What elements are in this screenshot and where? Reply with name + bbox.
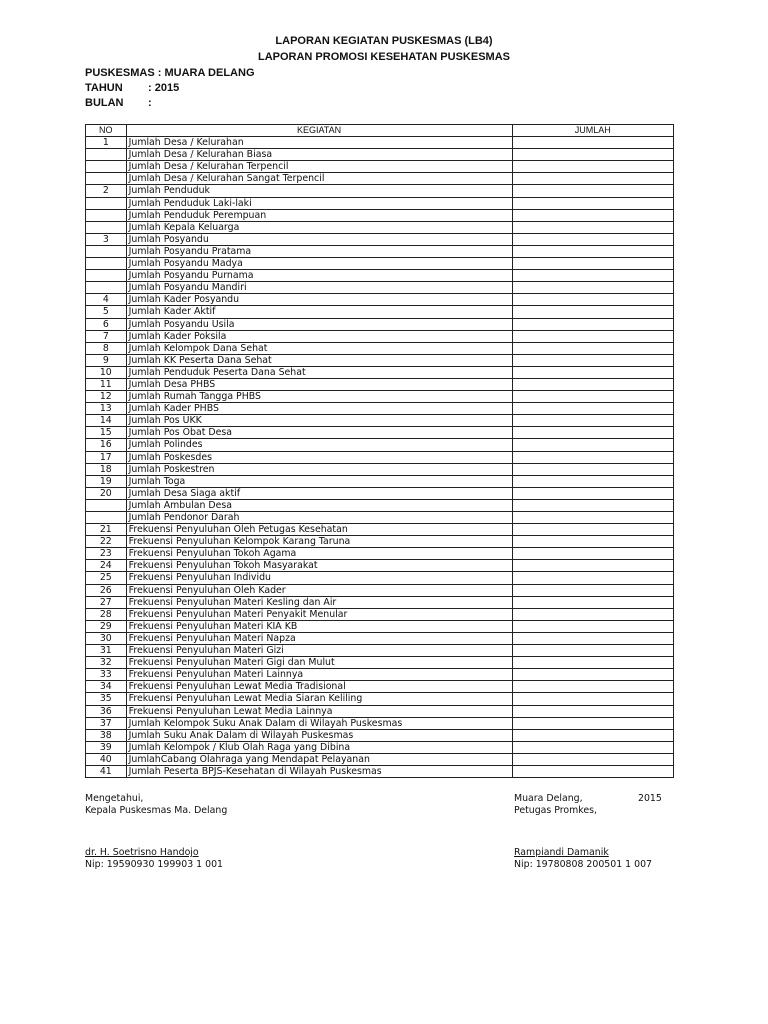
table-row <box>86 270 674 282</box>
row-jumlah <box>512 161 673 173</box>
sign-year: 2015 <box>638 793 662 804</box>
row-jumlah <box>512 499 673 511</box>
row-jumlah <box>512 560 673 572</box>
row-jumlah <box>512 137 673 149</box>
row-kegiatan: Frekuensi Penyuluhan Materi Lainnya <box>126 669 512 681</box>
officer-name: Rampiandi Damanik <box>514 847 609 858</box>
row-jumlah <box>512 645 673 657</box>
row-kegiatan: JumlahCabang Olahraga yang Mendapat Pelayanan <box>126 753 512 765</box>
row-kegiatan: Jumlah Kelompok Suku Anak Dalam di Wilayah Puskesmas <box>126 717 512 729</box>
table-row <box>86 560 674 572</box>
row-jumlah <box>512 717 673 729</box>
row-jumlah <box>512 330 673 342</box>
row-kegiatan: Jumlah Kader Poksila <box>126 330 512 342</box>
row-kegiatan: Jumlah Ambulan Desa <box>126 499 512 511</box>
puskesmas-label: PUSKESMAS <box>85 67 155 79</box>
row-kegiatan: Jumlah Penduduk Perempuan <box>126 209 512 221</box>
row-no: 14 <box>86 415 127 427</box>
tahun-value: : 2015 <box>148 82 180 94</box>
report-title: LAPORAN KEGIATAN PUSKESMAS (LB4) <box>275 35 493 47</box>
table-row <box>86 632 674 644</box>
table-row <box>86 645 674 657</box>
row-kegiatan: Jumlah Posyandu Usila <box>126 318 512 330</box>
row-jumlah <box>512 572 673 584</box>
row-no: 27 <box>86 596 127 608</box>
row-no: 21 <box>86 524 127 536</box>
row-jumlah <box>512 632 673 644</box>
table-row <box>86 318 674 330</box>
row-no: 37 <box>86 717 127 729</box>
row-kegiatan: Jumlah Peserta BPJS-Kesehatan di Wilayah Puskesmas <box>126 765 512 777</box>
row-jumlah <box>512 475 673 487</box>
row-no <box>86 197 127 209</box>
row-no: 12 <box>86 391 127 403</box>
row-kegiatan: Jumlah Kader PHBS <box>126 403 512 415</box>
row-no: 30 <box>86 632 127 644</box>
row-jumlah <box>512 197 673 209</box>
row-no: 6 <box>86 318 127 330</box>
row-jumlah <box>512 524 673 536</box>
info-puskesmas <box>85 67 255 79</box>
info-bulan <box>85 97 152 109</box>
bulan-value: : <box>148 97 152 109</box>
row-kegiatan: Jumlah Kader Posyandu <box>126 294 512 306</box>
row-no: 4 <box>86 294 127 306</box>
row-no: 16 <box>86 439 127 451</box>
row-jumlah <box>512 765 673 777</box>
row-no: 34 <box>86 681 127 693</box>
row-kegiatan: Jumlah Penduduk <box>126 185 512 197</box>
bulan-label: BULAN <box>85 97 124 109</box>
row-no <box>86 221 127 233</box>
row-kegiatan: Frekuensi Penyuluhan Lewat Media Siaran Keliling <box>126 693 512 705</box>
row-no: 13 <box>86 403 127 415</box>
row-jumlah <box>512 463 673 475</box>
row-kegiatan: Frekuensi Penyuluhan Lewat Media Tradisional <box>126 681 512 693</box>
row-kegiatan: Frekuensi Penyuluhan Individu <box>126 572 512 584</box>
row-jumlah <box>512 536 673 548</box>
row-jumlah <box>512 378 673 390</box>
table-row <box>86 451 674 463</box>
table-row <box>86 415 674 427</box>
row-no <box>86 512 127 524</box>
table-row <box>86 209 674 221</box>
table-row <box>86 282 674 294</box>
row-jumlah <box>512 487 673 499</box>
row-kegiatan: Jumlah Posyandu Madya <box>126 258 512 270</box>
row-kegiatan: Frekuensi Penyuluhan Oleh Petugas Kesehatan <box>126 524 512 536</box>
row-no: 8 <box>86 342 127 354</box>
row-kegiatan: Frekuensi Penyuluhan Materi Napza <box>126 632 512 644</box>
puskesmas-value: : MUARA DELANG <box>157 67 255 79</box>
row-jumlah <box>512 306 673 318</box>
row-jumlah <box>512 258 673 270</box>
row-no <box>86 270 127 282</box>
row-no: 33 <box>86 669 127 681</box>
row-no: 31 <box>86 645 127 657</box>
row-no <box>86 245 127 257</box>
table-row <box>86 245 674 257</box>
table-row <box>86 391 674 403</box>
row-no: 20 <box>86 487 127 499</box>
row-no <box>86 258 127 270</box>
table-row <box>86 693 674 705</box>
row-kegiatan: Jumlah Posyandu Pratama <box>126 245 512 257</box>
signature-right <box>514 793 674 871</box>
row-jumlah <box>512 729 673 741</box>
row-kegiatan: Frekuensi Penyuluhan Kelompok Karang Taruna <box>126 536 512 548</box>
table-body <box>86 137 674 778</box>
table-row <box>86 137 674 149</box>
row-no <box>86 149 127 161</box>
row-kegiatan: Jumlah Kepala Keluarga <box>126 221 512 233</box>
row-no: 15 <box>86 427 127 439</box>
row-jumlah <box>512 681 673 693</box>
row-jumlah <box>512 209 673 221</box>
row-jumlah <box>512 282 673 294</box>
table-row <box>86 681 674 693</box>
table-row <box>86 717 674 729</box>
row-no: 22 <box>86 536 127 548</box>
table-row <box>86 378 674 390</box>
row-kegiatan: Frekuensi Penyuluhan Materi Kesling dan Air <box>126 596 512 608</box>
officer-title: Petugas Promkes, <box>514 805 597 816</box>
row-jumlah <box>512 669 673 681</box>
row-kegiatan: Frekuensi Penyuluhan Materi Gizi <box>126 645 512 657</box>
row-jumlah <box>512 427 673 439</box>
info-tahun <box>85 82 179 94</box>
table-row <box>86 669 674 681</box>
row-jumlah <box>512 185 673 197</box>
header-no: NO <box>86 125 127 137</box>
table-row <box>86 475 674 487</box>
row-kegiatan: Frekuensi Penyuluhan Oleh Kader <box>126 584 512 596</box>
table-row <box>86 620 674 632</box>
row-kegiatan: Jumlah Poskesdes <box>126 451 512 463</box>
row-kegiatan: Jumlah Kader Aktif <box>126 306 512 318</box>
row-kegiatan: Jumlah Desa / Kelurahan Terpencil <box>126 161 512 173</box>
row-jumlah <box>512 366 673 378</box>
row-kegiatan: Frekuensi Penyuluhan Lewat Media Lainnya <box>126 705 512 717</box>
table-row <box>86 524 674 536</box>
row-jumlah <box>512 705 673 717</box>
row-kegiatan: Frekuensi Penyuluhan Materi Gigi dan Mulut <box>126 657 512 669</box>
row-kegiatan: Jumlah Polindes <box>126 439 512 451</box>
table-row <box>86 233 674 245</box>
row-kegiatan: Jumlah Desa PHBS <box>126 378 512 390</box>
row-no: 25 <box>86 572 127 584</box>
activity-table <box>85 124 674 778</box>
row-no <box>86 282 127 294</box>
row-jumlah <box>512 245 673 257</box>
row-no: 18 <box>86 463 127 475</box>
table-row <box>86 705 674 717</box>
table-row <box>86 258 674 270</box>
head-name: dr. H. Soetrisno Handojo <box>85 847 199 858</box>
row-no: 23 <box>86 548 127 560</box>
table-row <box>86 439 674 451</box>
row-no: 28 <box>86 608 127 620</box>
table-row <box>86 149 674 161</box>
row-jumlah <box>512 620 673 632</box>
row-kegiatan: Jumlah Kelompok / Klub Olah Raga yang Dibina <box>126 741 512 753</box>
sign-place: Muara Delang, <box>514 793 583 804</box>
table-row <box>86 306 674 318</box>
row-jumlah <box>512 270 673 282</box>
row-kegiatan: Frekuensi Penyuluhan Materi KIA KB <box>126 620 512 632</box>
row-kegiatan: Jumlah Desa / Kelurahan Biasa <box>126 149 512 161</box>
row-no: 7 <box>86 330 127 342</box>
row-no: 17 <box>86 451 127 463</box>
row-no: 11 <box>86 378 127 390</box>
table-row <box>86 729 674 741</box>
table-row <box>86 765 674 777</box>
row-jumlah <box>512 403 673 415</box>
table-row <box>86 161 674 173</box>
row-no: 5 <box>86 306 127 318</box>
table-row <box>86 354 674 366</box>
head-nip: Nip: 19590930 199903 1 001 <box>85 859 224 870</box>
row-kegiatan: Jumlah Desa / Kelurahan <box>126 137 512 149</box>
table-row <box>86 584 674 596</box>
row-jumlah <box>512 342 673 354</box>
row-jumlah <box>512 693 673 705</box>
row-kegiatan: Jumlah Pendonor Darah <box>126 512 512 524</box>
table-header-row <box>86 125 674 137</box>
row-no <box>86 161 127 173</box>
table-row <box>86 463 674 475</box>
row-kegiatan: Jumlah Rumah Tangga PHBS <box>126 391 512 403</box>
row-jumlah <box>512 233 673 245</box>
row-jumlah <box>512 608 673 620</box>
row-kegiatan: Jumlah Penduduk Peserta Dana Sehat <box>126 366 512 378</box>
table-row <box>86 197 674 209</box>
signature-left <box>85 793 227 871</box>
row-no: 35 <box>86 693 127 705</box>
row-no: 1 <box>86 137 127 149</box>
row-kegiatan: Jumlah Pos UKK <box>126 415 512 427</box>
row-kegiatan: Jumlah Desa Siaga aktif <box>126 487 512 499</box>
table-row <box>86 221 674 233</box>
table-row <box>86 548 674 560</box>
row-jumlah <box>512 548 673 560</box>
table-row <box>86 608 674 620</box>
row-kegiatan: Jumlah Posyandu Mandiri <box>126 282 512 294</box>
table-row <box>86 173 674 185</box>
row-no: 10 <box>86 366 127 378</box>
row-no: 9 <box>86 354 127 366</box>
table-row <box>86 753 674 765</box>
table-row <box>86 366 674 378</box>
header-kegiatan: KEGIATAN <box>126 125 512 137</box>
row-no: 26 <box>86 584 127 596</box>
row-jumlah <box>512 149 673 161</box>
table-row <box>86 741 674 753</box>
row-kegiatan: Frekuensi Penyuluhan Tokoh Agama <box>126 548 512 560</box>
row-kegiatan: Jumlah Posyandu Purnama <box>126 270 512 282</box>
row-kegiatan: Jumlah Suku Anak Dalam di Wilayah Puskesmas <box>126 729 512 741</box>
row-no: 24 <box>86 560 127 572</box>
row-jumlah <box>512 741 673 753</box>
row-no: 40 <box>86 753 127 765</box>
row-no: 3 <box>86 233 127 245</box>
head-title: Kepala Puskesmas Ma. Delang <box>85 805 228 816</box>
report-subtitle: LAPORAN PROMOSI KESEHATAN PUSKESMAS <box>257 51 510 63</box>
row-no <box>86 173 127 185</box>
row-kegiatan: Jumlah Kelompok Dana Sehat <box>126 342 512 354</box>
tahun-label: TAHUN <box>85 82 123 94</box>
row-jumlah <box>512 451 673 463</box>
table-row <box>86 330 674 342</box>
header-jumlah: JUMLAH <box>512 125 673 137</box>
table-row <box>86 342 674 354</box>
row-kegiatan: Jumlah Toga <box>126 475 512 487</box>
table-row <box>86 294 674 306</box>
row-no: 39 <box>86 741 127 753</box>
row-jumlah <box>512 584 673 596</box>
row-jumlah <box>512 221 673 233</box>
row-kegiatan: Jumlah Posyandu <box>126 233 512 245</box>
row-jumlah <box>512 391 673 403</box>
table-row <box>86 427 674 439</box>
row-kegiatan: Jumlah Penduduk Laki-laki <box>126 197 512 209</box>
row-jumlah <box>512 596 673 608</box>
row-jumlah <box>512 512 673 524</box>
row-no: 36 <box>86 705 127 717</box>
table-row <box>86 185 674 197</box>
row-kegiatan: Jumlah Pos Obat Desa <box>126 427 512 439</box>
acknowledged-label: Mengetahui, <box>85 793 144 804</box>
table-row <box>86 572 674 584</box>
row-jumlah <box>512 753 673 765</box>
table-row <box>86 487 674 499</box>
row-no <box>86 499 127 511</box>
table-row <box>86 536 674 548</box>
table-row <box>86 499 674 511</box>
row-jumlah <box>512 439 673 451</box>
row-no: 2 <box>86 185 127 197</box>
table-row <box>86 596 674 608</box>
row-jumlah <box>512 415 673 427</box>
row-kegiatan: Frekuensi Penyuluhan Materi Penyakit Menular <box>126 608 512 620</box>
row-no: 19 <box>86 475 127 487</box>
row-jumlah <box>512 294 673 306</box>
row-kegiatan: Jumlah KK Peserta Dana Sehat <box>126 354 512 366</box>
row-kegiatan: Frekuensi Penyuluhan Tokoh Masyarakat <box>126 560 512 572</box>
row-no: 29 <box>86 620 127 632</box>
row-jumlah <box>512 657 673 669</box>
row-kegiatan: Jumlah Poskestren <box>126 463 512 475</box>
officer-nip: Nip: 19780808 200501 1 007 <box>514 859 653 870</box>
row-jumlah <box>512 173 673 185</box>
row-no: 32 <box>86 657 127 669</box>
row-no <box>86 209 127 221</box>
row-jumlah <box>512 354 673 366</box>
table-row <box>86 512 674 524</box>
row-no: 38 <box>86 729 127 741</box>
row-jumlah <box>512 318 673 330</box>
table-row <box>86 657 674 669</box>
row-no: 41 <box>86 765 127 777</box>
table-row <box>86 403 674 415</box>
row-kegiatan: Jumlah Desa / Kelurahan Sangat Terpencil <box>126 173 512 185</box>
